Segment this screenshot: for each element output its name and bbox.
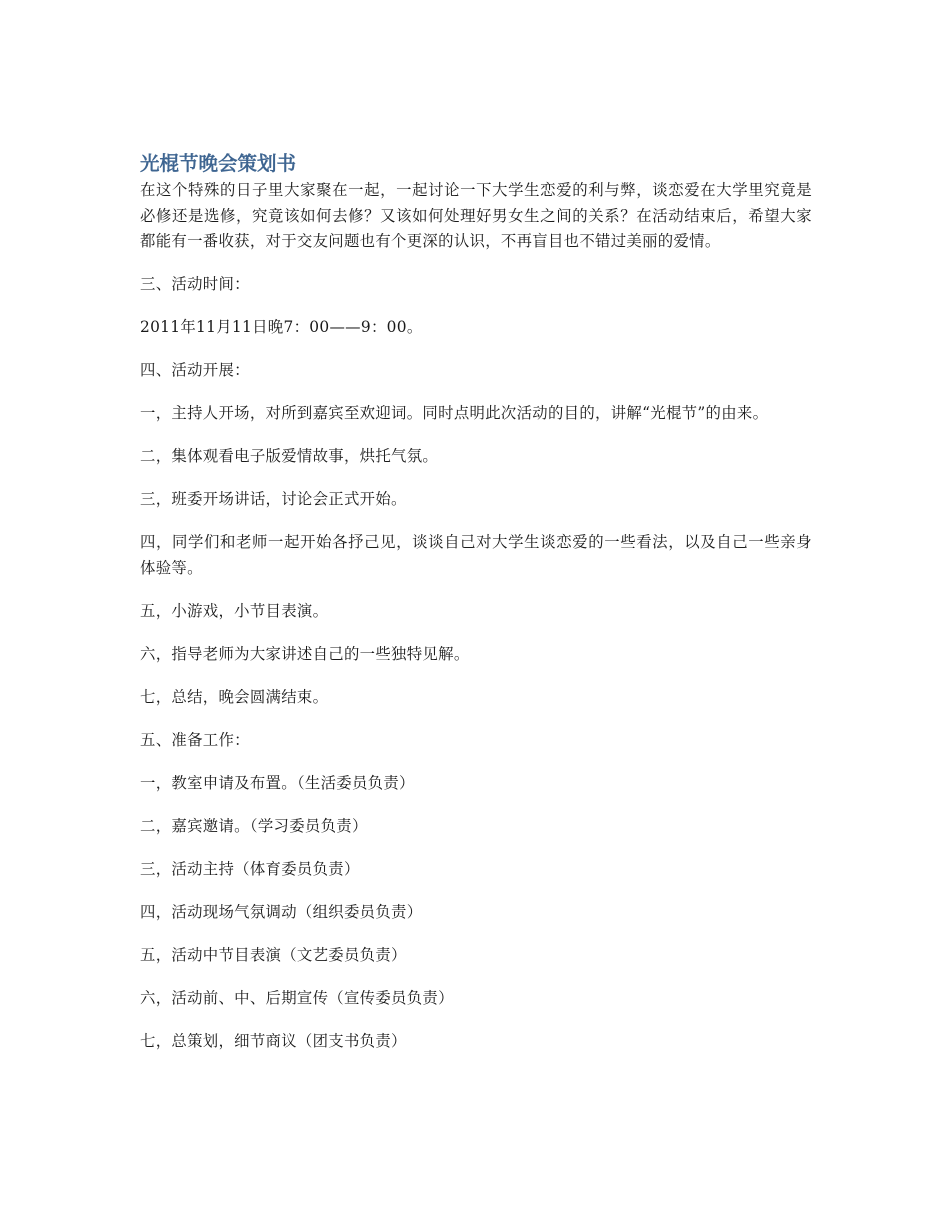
section-heading-preparation: 五、准备工作： — [140, 730, 250, 749]
activity-time: 2011年11月11日晚7：00——9：00。 — [140, 318, 423, 336]
activity-step-4: 四，同学们和老师一起开始各抒己见，谈谈自己对大学生谈恋爱的一些看法，以及自己一些亲身体验等。 — [140, 533, 812, 577]
document-title: 光棍节晚会策划书 — [140, 152, 297, 175]
activity-step-7: 七，总结，晚会圆满结束。 — [140, 687, 329, 706]
preparation-item-2: 二，嘉宾邀请。（学习委员负责） — [140, 816, 368, 835]
activity-step-2: 二，集体观看电子版爱情故事，烘托气氛。 — [140, 447, 439, 465]
document-page — [140, 150, 812, 1072]
section-heading-time: 三、活动时间： — [140, 275, 250, 293]
intro-paragraph: 在这个特殊的日子里大家聚在一起，一起讨论一下大学生恋爱的利与弊，谈恋爱在大学里究竟是必修还是选修，究竟该如何去修？又该如何处理好男女生之间的关系？在活动结束后，希望大家都能有一番收获，对于交友问题也有个更深的认识，不再盲目也不错过美丽的爱情。 — [140, 181, 812, 250]
preparation-item-3: 三，活动主持（体育委员负责） — [140, 859, 360, 878]
preparation-item-7: 七，总策划，细节商议（团支书负责） — [140, 1031, 407, 1050]
preparation-item-5: 五，活动中节目表演（文艺委员负责） — [140, 945, 407, 964]
activity-step-5: 五，小游戏，小节目表演。 — [140, 601, 329, 620]
preparation-item-1: 一，教室申请及布置。（生活委员负责） — [140, 773, 415, 792]
preparation-item-6: 六，活动前、中、后期宣传（宣传委员负责） — [140, 988, 454, 1007]
activity-step-3: 三，班委开场讲话，讨论会正式开始。 — [140, 490, 407, 508]
section-heading-activities: 四、活动开展： — [140, 361, 250, 379]
activity-step-6: 六，指导老师为大家讲述自己的一些独特见解。 — [140, 644, 470, 663]
preparation-item-4: 四，活动现场气氛调动（组织委员负责） — [140, 902, 423, 921]
activity-step-1: 一，主持人开场，对所到嘉宾至欢迎词。同时点明此次活动的目的，讲解“光棍节”的由来。 — [140, 404, 769, 422]
